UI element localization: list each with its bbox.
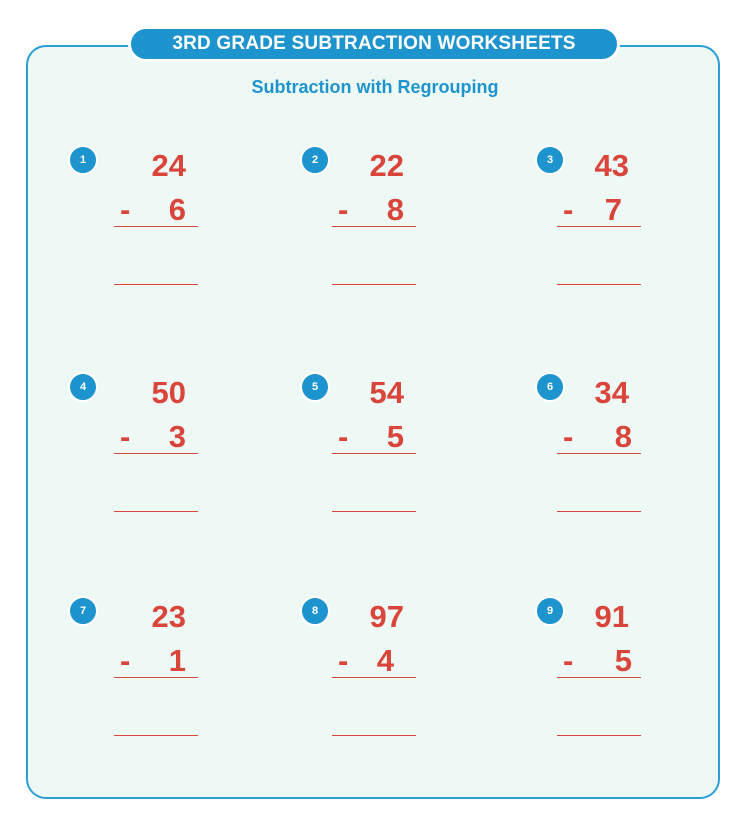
subtrahend: 4 [376,643,394,678]
problem-number-badge: 9 [535,596,565,626]
answer-line[interactable] [332,284,416,285]
minuend: 50 [151,375,186,410]
minus-sign: - [338,192,349,227]
problem-8 [300,596,500,796]
problem-number-badge: 8 [300,596,330,626]
subtraction-line [557,226,641,227]
subtraction-line [557,677,641,678]
subtraction-line [332,677,416,678]
problem-number-badge: 6 [535,372,565,402]
subtrahend: 1 [168,643,186,678]
problem-1 [68,145,268,345]
subtraction-line [557,453,641,454]
minus-sign: - [338,419,349,454]
problem-9 [535,596,735,796]
answer-line[interactable] [332,511,416,512]
problem-number-badge: 3 [535,145,565,175]
answer-line[interactable] [557,284,641,285]
answer-line[interactable] [114,284,198,285]
worksheet-subtitle: Subtraction with Regrouping [251,77,499,97]
minus-sign: - [120,643,131,678]
answer-line[interactable] [332,735,416,736]
problem-4 [68,372,268,572]
problem-number-badge: 1 [68,145,98,175]
minuend: 54 [369,375,404,410]
problem-5 [300,372,500,572]
worksheet-title: 3RD GRADE SUBTRACTION WORKSHEETS [128,26,620,62]
answer-line[interactable] [557,511,641,512]
answer-line[interactable] [114,511,198,512]
problem-3 [535,145,735,345]
subtrahend: 3 [168,419,186,454]
minuend: 43 [594,148,629,183]
subtrahend: 5 [614,643,632,678]
subtraction-line [114,677,198,678]
minuend: 24 [151,148,186,183]
subtrahend: 5 [386,419,404,454]
subtraction-line [114,453,198,454]
minuend: 23 [151,599,186,634]
answer-line[interactable] [114,735,198,736]
minuend: 97 [369,599,404,634]
problem-7 [68,596,268,796]
minus-sign: - [563,192,574,227]
problem-number-badge: 2 [300,145,330,175]
subtraction-line [332,226,416,227]
minus-sign: - [338,643,349,678]
answer-line[interactable] [557,735,641,736]
minuend: 22 [369,148,404,183]
subtrahend: 7 [604,192,622,227]
minus-sign: - [563,643,574,678]
problem-number-badge: 4 [68,372,98,402]
problem-number-badge: 5 [300,372,330,402]
subtraction-line [332,453,416,454]
problem-2 [300,145,500,345]
minus-sign: - [120,419,131,454]
subtrahend: 8 [614,419,632,454]
minuend: 34 [594,375,629,410]
problem-number-badge: 7 [68,596,98,626]
minus-sign: - [563,419,574,454]
subtrahend: 6 [168,192,186,227]
minuend: 91 [594,599,629,634]
subtrahend: 8 [386,192,404,227]
minus-sign: - [120,192,131,227]
subtraction-line [114,226,198,227]
problem-6 [535,372,735,572]
